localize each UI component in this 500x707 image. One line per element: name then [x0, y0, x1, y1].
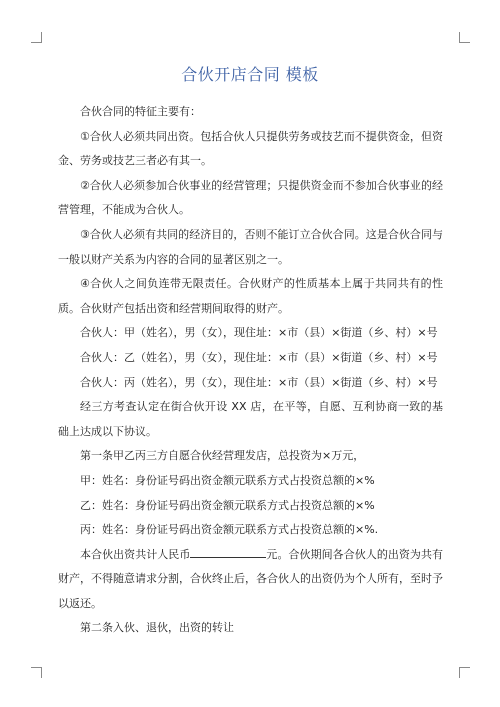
- total-investment-suffix: 元。合伙期间各合伙人的出资为共有财产，不得随意请求分割，合伙终止后，各合伙人的出资仍为个人所有，至时予以返还。: [58, 547, 444, 610]
- crop-mark-top-right: [459, 32, 470, 43]
- crop-mark-bottom-right: [459, 667, 470, 678]
- agreement-preamble: 经三方考查认定在街合伙开设 XX 店，在平等，自愿、互利协商一致的基础上达成以下协议。: [58, 400, 443, 438]
- document-body: [58, 100, 443, 641]
- partner-b-investment: 乙：姓名：身份证号码出资金额元联系方式占投资总额的×%: [80, 498, 375, 512]
- crop-mark-bottom-left: [31, 667, 42, 678]
- partner-c-investment: 丙：姓名：身份证号码出资金额元联系方式占投资总额的×%.: [80, 523, 379, 537]
- total-investment-prefix: 本合伙出资共计人民币: [80, 547, 191, 561]
- partner-a-investment: 甲：姓名：身份证号码出资金额元联系方式占投资总额的×%: [80, 473, 375, 487]
- partner-a-line: 合伙人：甲（姓名），男（女），现住址：×市（县）×街道（乡、村）×号: [80, 326, 438, 340]
- amount-blank: [190, 545, 266, 558]
- article-2: 第二条入伙、退伙，出资的转让: [80, 621, 234, 635]
- paragraph-intro: 合伙合同的特征主要有：: [80, 105, 201, 118]
- document-title: 合伙开店合同 模板: [181, 65, 319, 84]
- partner-c-line: 合伙人：丙（姓名），男（女），现住址：×市（县）×街道（乡、村）×号: [80, 375, 438, 389]
- paragraph-feature-3: ③合伙人必须有共同的经济目的，否则不能订立合伙合同。这是合伙合同与一般以财产关系为内容的合同的显著区别之一。: [58, 227, 443, 266]
- article-1: 第一条甲乙丙三方自愿合伙经营理发店，总投资为×万元，: [80, 449, 365, 463]
- partner-b-line: 合伙人：乙（姓名），男（女），现住址：×市（县）×街道（乡、村）×号: [80, 350, 438, 364]
- crop-mark-top-left: [31, 32, 42, 43]
- total-investment-paragraph: [58, 543, 443, 617]
- paragraph-feature-4: ④合伙人之间负连带无限责任。合伙财产的性质基本上属于共同共有的性质。合伙财产包括出资和经营期间取得的财产。: [58, 277, 443, 315]
- paragraph-feature-2: ②合伙人必须参加合伙事业的经营管理；只提供资金而不参加合伙事业的经营管理，不能成为合伙人。: [58, 178, 443, 217]
- paragraph-feature-1: ①合伙人必须共同出资。包括合伙人只提供劳务或技艺而不提供资金，但资金、劳务或技艺三者必有其一。: [58, 129, 443, 168]
